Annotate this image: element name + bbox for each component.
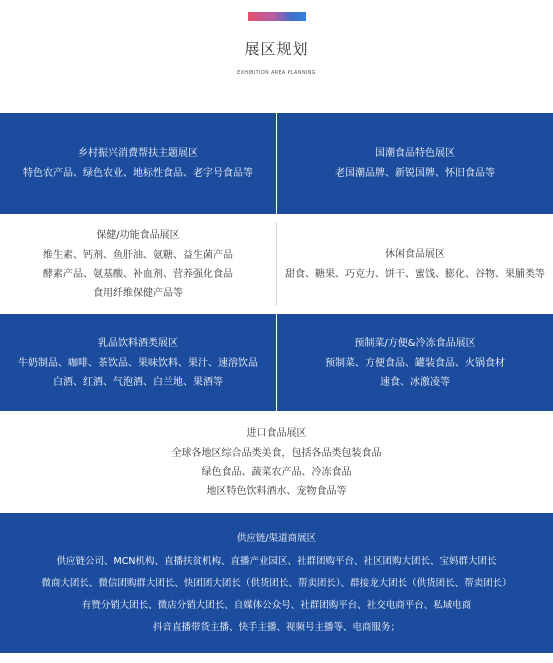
zone-line: 预制菜、方便食品、罐装食品、火锅食材 <box>325 357 505 369</box>
zone-snack-food <box>277 214 553 314</box>
zone-supply-chain <box>0 513 553 653</box>
zone-line: 特色农产品、绿色农业、地标性食品、老字号食品等 <box>23 168 253 179</box>
zone-imported-food <box>0 411 553 513</box>
zone-line: 有赞分销大团长、微店分销大团长、自媒体公众号、社群团购平台、社交电商平台、私域电商 <box>81 599 472 611</box>
zone-line: 抖音直播带货主播、快手主播、视频号主播等、电商服务； <box>152 621 400 633</box>
zone-title: 保健/功能食品展区 <box>96 229 180 241</box>
zone-line: 绿色食品、蔬菜农产品、冷冻食品 <box>201 466 352 478</box>
zone-title: 进口食品展区 <box>246 427 307 439</box>
zone-line: 维生素、钙剂、鱼肝油、氨糖、益生菌产品 <box>43 249 233 261</box>
zone-line: 速食、冰激凌等 <box>380 376 450 388</box>
zone-title: 国潮食品特色展区 <box>375 148 455 159</box>
zone-prepared-frozen-food <box>277 314 553 411</box>
zone-guochao-food <box>277 113 553 214</box>
zone-line: 甜食、糖果、巧克力、饼干、蜜饯、膨化、谷物、果脯类等 <box>285 268 545 280</box>
zone-health-food <box>0 214 276 314</box>
zone-rural-revitalization <box>0 113 276 214</box>
page-subtitle: EXHIBITION AREA PLANNING <box>237 70 316 76</box>
zone-title: 预制菜/方便&冷冻食品展区 <box>354 337 476 349</box>
zone-line: 全球各地区综合品类美食，包括各品类包装食品 <box>171 447 382 459</box>
zone-line: 微商大团长、微信团购群大团长、快团团大团长（供货团长、帮卖团长）、群接龙大团长（供货团长、帮卖团长） <box>41 577 512 589</box>
zone-title: 供应链/渠道商展区 <box>236 532 317 544</box>
page-title: 展区规划 <box>244 40 309 58</box>
zone-line: 老国潮品牌、新锐国牌、怀旧食品等 <box>335 168 495 179</box>
zone-line: 供应链公司、MCN机构、直播扶贫机构、直播产业园区、社群团购平台、社区团购大团长、宝妈群大团长 <box>56 555 497 567</box>
zone-line: 酵素产品、氨基酸、补血剂、营养强化食品 <box>43 268 233 280</box>
zone-line: 牛奶制品、咖啡、茶饮品、果味饮料、果汁、速溶饮品 <box>18 357 258 369</box>
zone-line: 食用纤维保健产品等 <box>93 287 183 299</box>
zone-title: 乳品饮料酒类展区 <box>98 337 178 349</box>
zone-title: 乡村振兴消费帮扶主题展区 <box>78 148 198 159</box>
header-accent-bar <box>248 12 306 21</box>
zone-line: 白酒、红酒、气泡酒、白兰地、果酒等 <box>53 376 223 388</box>
zone-line: 地区特色饮料酒水、宠物食品等 <box>206 485 347 497</box>
zone-dairy-beverage-wine <box>0 314 276 411</box>
zone-title: 休闲食品展区 <box>385 248 445 260</box>
